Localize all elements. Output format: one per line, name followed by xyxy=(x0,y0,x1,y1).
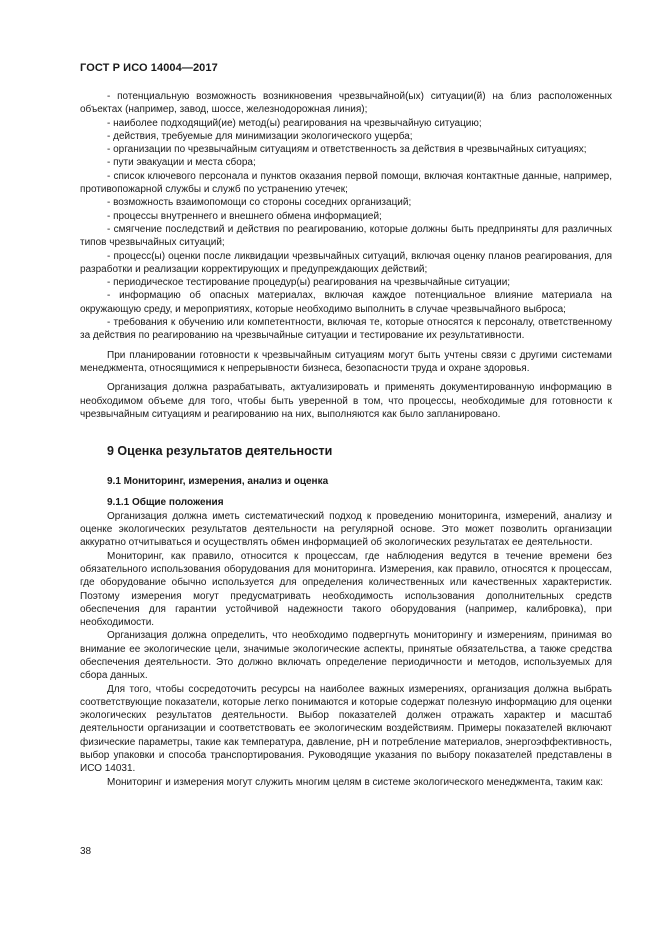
list-item: - процессы внутреннего и внешнего обмена информацией; xyxy=(107,210,382,222)
paragraph-links: При планировании готовности к чрезвычайным ситуациям могут быть учтены связи с другими системами менеджмента, относящимися к непрерывности бизнеса, безопасности труда и охране здоровья. xyxy=(80,349,612,374)
document-header: ГОСТ Р ИСО 14004—2017 xyxy=(80,62,218,74)
list-item: - смягчение последствий и действия по реагированию, которые должны быть предприняты для различных типов чрезвычайных ситуаций; xyxy=(80,223,612,249)
list-item: - информацию об опасных материалах, включая каждое потенциальное влияние материала на окружающую среду, и мероприятиях, которые необходимо выполнить в случае чрезвычайного выброса; xyxy=(80,290,612,315)
paragraph: Мониторинг и измерения могут служить многим целям в системе экологического менеджмента, таким как: xyxy=(107,776,603,788)
list-item: - потенциальную возможность возникновения чрезвычайной(ых) ситуации(й) на близ расположенных объектах (например, завод, шоссе, железнодорожная линия); xyxy=(80,91,612,116)
list-item: - наиболее подходящий(ие) метод(ы) реагирования на чрезвычайную ситуацию; xyxy=(107,117,482,129)
paragraph: Для того, чтобы сосредоточить ресурсы на наиболее важных измерениях, организация должна выбрать соответствующие показатели, которые легко понимаются и которые содержат полезную информацию для оценки экологических результатов деятельности. Выбор показателей должен отражать характер и масштаб деятельности организации и соответствовать ее экологическим воздействиям. Примеры показателей включают физические параметры, такие как температура, давление, pH и потребление материалов, энергоэффективность, выбор упаковки и способа транспортирования. Руководящие указания по выбору показателей представлены в ИСО 14031. xyxy=(80,683,612,775)
list-item: - пути эвакуации и места сбора; xyxy=(107,157,256,169)
paragraph-documentation: Организация должна разрабатывать, актуализировать и применять документированную информацию в необходимом объеме для того, чтобы быть уверенной в том, что процессы, необходимые для готовности к чрезвычайным ситуациям и реагированию на них, выполняются как было запланировано. xyxy=(80,382,612,420)
list-item: - действия, требуемые для минимизации экологического ущерба; xyxy=(107,130,413,142)
document-body xyxy=(80,90,612,789)
paragraph: Мониторинг, как правило, относится к процессам, где наблюдения ведутся в течение времени без обязательного использования оборудования для мониторинга. Измерения, как правило, относятся к процессам, где оборудование обычно используется для определения количественных или качественных характеристик. Поэтому измерения могут предусматривать необходимость использования дополнительных средств обеспечения для гарантии устойчивой надежности такого оборудования (например, калибровка), при необходимости. xyxy=(80,550,612,629)
section-title: 9 Оценка результатов деятельности xyxy=(107,444,333,459)
list-item: - процесс(ы) оценки после ликвидации чрезвычайных ситуаций, включая оценку планов реагирования, для разработки и реализации корректирующих и предупреждающих действий; xyxy=(80,250,612,275)
paragraph: Организация должна определить, что необходимо подвергнуть мониторингу и измерениям, принимая во внимание ее экологические цели, значимые экологические аспекты, принятые обязательства, а также средства обеспечения деятельности. Это должно включать определение периодичности и методов, используемых для сбора данных. xyxy=(80,630,612,682)
list-item: - список ключевого персонала и пунктов оказания первой помощи, включая контактные данные, например, противопожарной службы и служб по устранению утечек; xyxy=(80,170,612,196)
list-item: - периодическое тестирование процедур(ы) реагирования на чрезвычайные ситуации; xyxy=(107,277,511,289)
list-item: - возможность взаимопомощи со стороны соседних организаций; xyxy=(107,197,412,209)
subsubsection-title: 9.1.1 Общие положения xyxy=(107,497,224,509)
list-item: - организации по чрезвычайным ситуациям и ответственность за действия в чрезвычайных ситуациях; xyxy=(107,144,587,156)
paragraph: Организация должна иметь систематический подход к проведению мониторинга, измерений, анализу и оценке экологических результатов деятельности на регулярной основе. Это может позволить организации аккуратно отчитываться и осуществлять обмен информацией об экологических результатах ее деятельности. xyxy=(80,510,612,549)
page-number: 38 xyxy=(80,846,92,857)
subsection-title: 9.1 Мониторинг, измерения, анализ и оценка xyxy=(107,476,329,488)
list-item: - требования к обучению или компетентности, включая те, которые относятся к персоналу, ответственному за действия по реагированию на чрезвычайные ситуации и тестирование их результативности. xyxy=(80,317,612,342)
